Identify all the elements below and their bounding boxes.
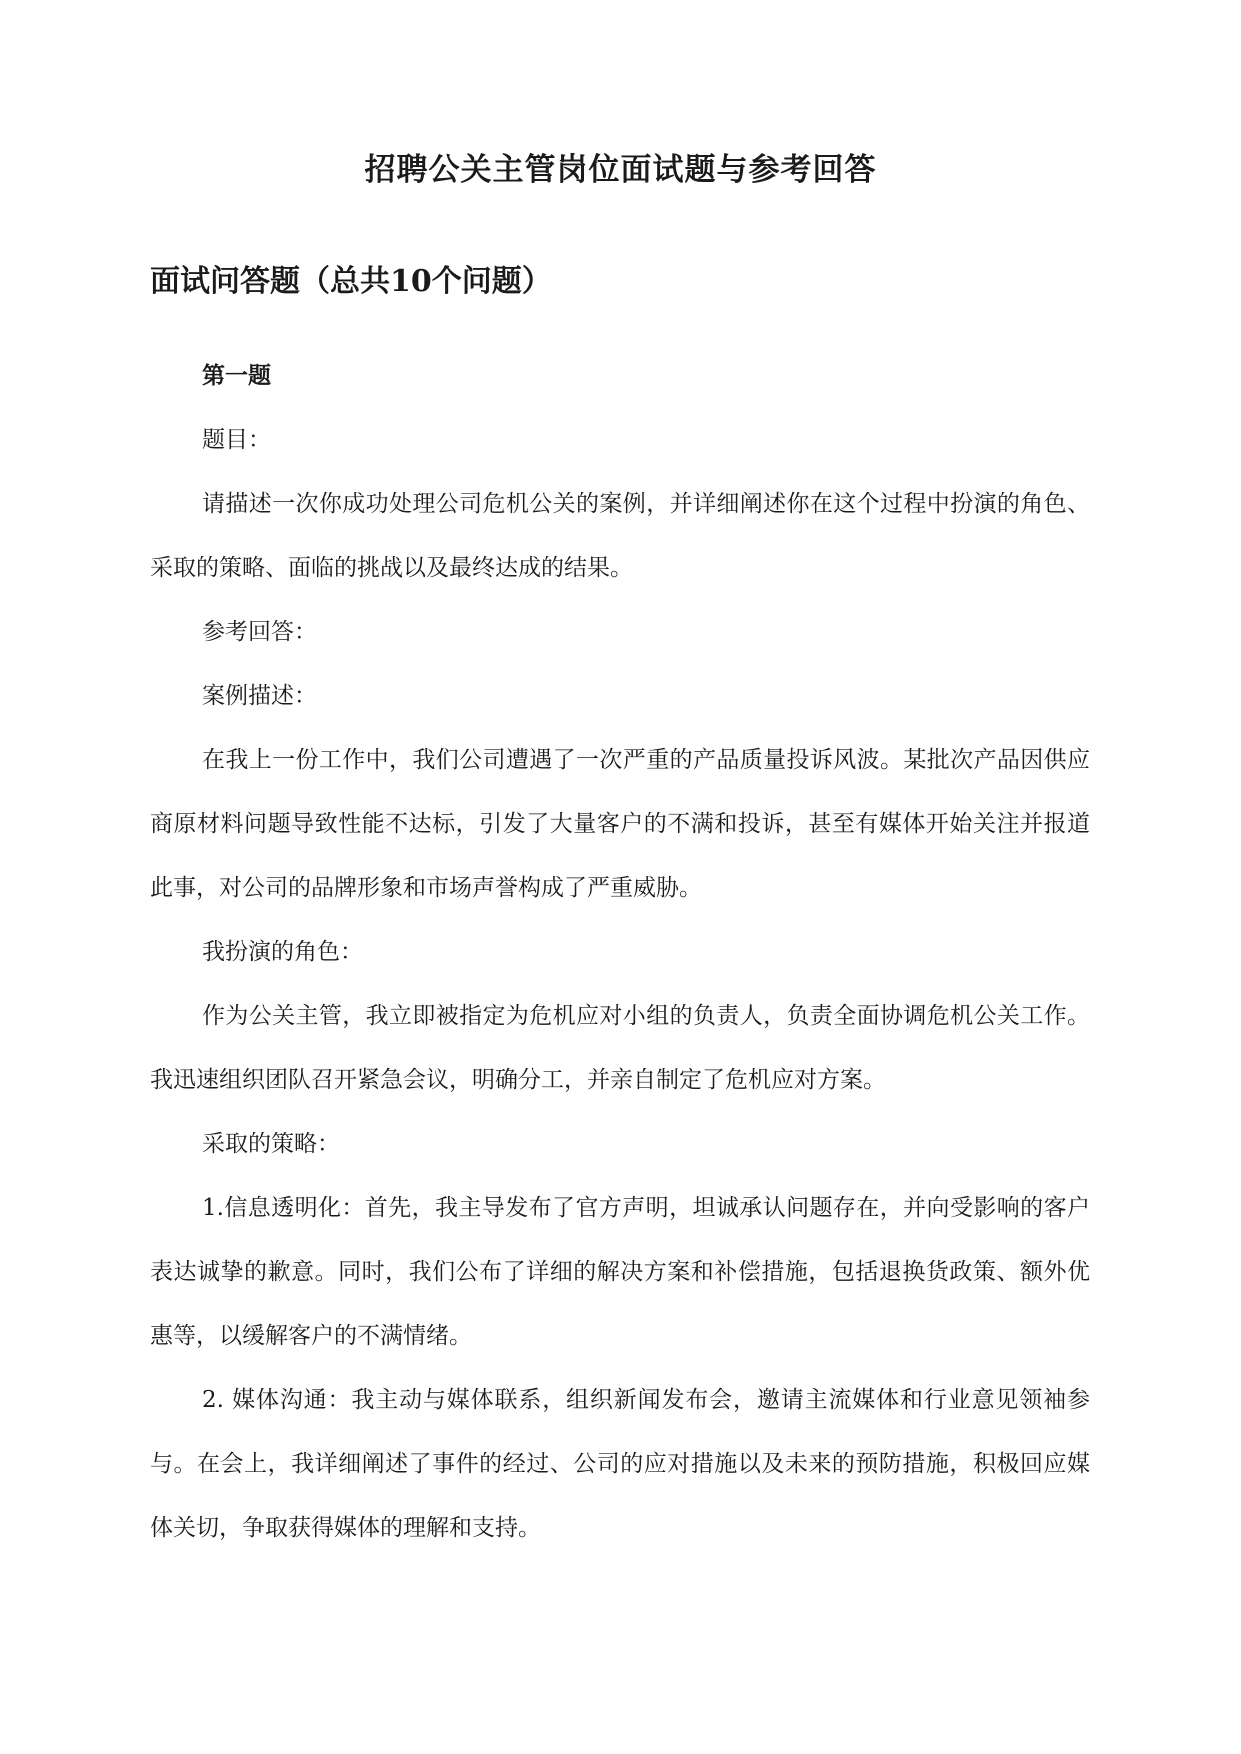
case-text: 在我上一份工作中，我们公司遭遇了一次严重的产品质量投诉风波。某批次产品因供应商原材料问题导致性能不达标，引发了大量客户的不满和投诉，甚至有媒体开始关注并报道此事，对公司的品牌形象和市场声誉构成了严重威胁。 — [150, 747, 1090, 901]
strategy-label: 采取的策略： — [202, 1131, 340, 1157]
role-text: 作为公关主管，我立即被指定为危机应对小组的负责人，负责全面协调危机公关工作。我迅速组织团队召开紧急会议，明确分工，并亲自制定了危机应对方案。 — [150, 1003, 1090, 1093]
document-body — [150, 344, 1090, 1560]
document-title: 招聘公关主管岗位面试题与参考回答 — [364, 152, 877, 188]
strategy-item-1: 1.信息透明化：首先，我主导发布了官方声明，坦诚承认问题存在，并向受影响的客户表达诚挚的歉意。同时，我们公布了详细的解决方案和补偿措施，包括退换货政策、额外优惠等，以缓解客户的不满情绪。 — [150, 1195, 1090, 1349]
question-text: 请描述一次你成功处理公司危机公关的案例，并详细阐述你在这个过程中扮演的角色、采取的策略、面临的挑战以及最终达成的结果。 — [150, 491, 1090, 581]
case-label: 案例描述： — [202, 683, 317, 709]
topic-label: 题目： — [202, 427, 271, 453]
answer-label: 参考回答： — [202, 619, 317, 645]
role-label: 我扮演的角色： — [202, 939, 363, 965]
question-label: 第一题 — [202, 362, 271, 389]
section-heading: 面试问答题（总共10个问题） — [150, 264, 552, 299]
strategy-item-2: 2. 媒体沟通：我主动与媒体联系，组织新闻发布会，邀请主流媒体和行业意见领袖参与。在会上，我详细阐述了事件的经过、公司的应对措施以及未来的预防措施，积极回应媒体关切，争取获得媒体的理解和支持。 — [150, 1387, 1090, 1541]
